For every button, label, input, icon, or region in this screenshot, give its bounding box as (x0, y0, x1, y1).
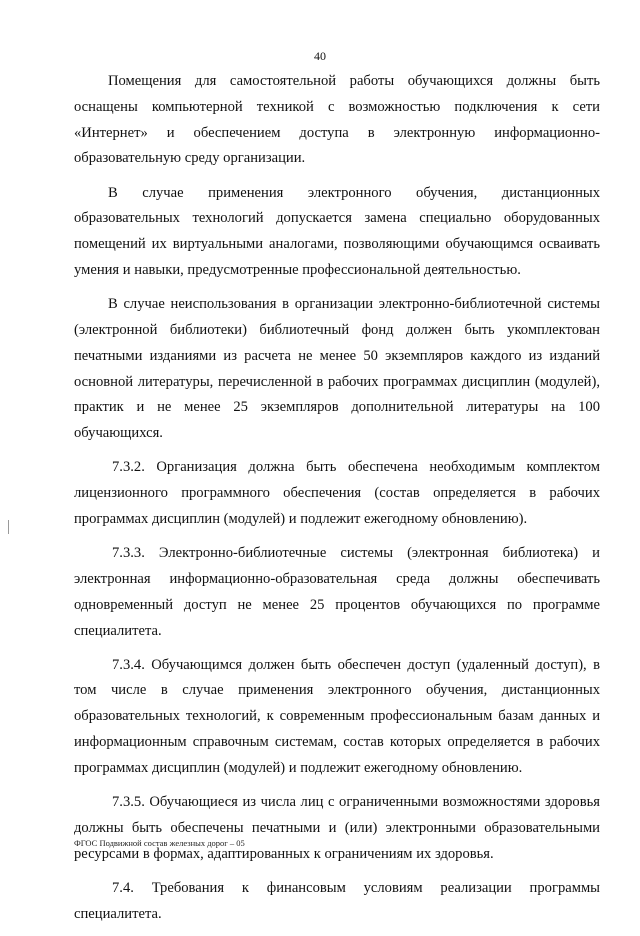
paragraph-7-3-2: 7.3.2. Организация должна быть обеспечена необходимым комплектом лицензионного программного обеспечения (состав определяется в рабочих программах дисциплин (модулей) и подлежит ежегодному обновлению). (74, 459, 600, 527)
page-footer: ФГОС Подвижной состав железных дорог – 05 (74, 838, 245, 848)
document-body (74, 69, 600, 936)
page-number: 40 (314, 49, 326, 63)
paragraph-library-fund: В случае неиспользования в организации электронно-библиотечной системы (электронной библиотеки) библиотечный фонд должен быть укомплектован печатными изданиями из расчета не менее 50 экземпляров каждого из изданий основной литературы, перечисленной в рабочих программах дисциплин (модулей), практик и не менее 25 экземпляров дополнительной литературы на 100 обучающихся. (74, 296, 600, 442)
paragraph-premises-equipment: Помещения для самостоятельной работы обучающихся должны быть оснащены компьютерной техникой с возможностью подключения к сети «Интернет» и обеспечением доступа в электронную информационно-образовательную среду организации. (74, 73, 600, 167)
paragraph-7-4: 7.4. Требования к финансовым условиям реализации программы специалитета. (74, 879, 600, 922)
scan-margin-mark (8, 520, 9, 534)
paragraph-7-3-3: 7.3.3. Электронно-библиотечные системы (электронная библиотека) и электронная информационно-образовательная среда должны обеспечивать одновременный доступ не менее 25 процентов обучающихся по программе специалитета. (74, 545, 600, 639)
paragraph-7-3-5: 7.3.5. Обучающиеся из числа лиц с ограниченными возможностями здоровья должны быть обеспечены печатными и (или) электронными образовательными ресурсами в формах, адаптированных к ограничениям их здоровья. (74, 794, 600, 862)
paragraph-virtual-analogs: В случае применения электронного обучения, дистанционных образовательных технологий допускается замена специально оборудованных помещений их виртуальными аналогами, позволяющими обучающимся осваивать умения и навыки, предусмотренные профессиональной деятельностью. (74, 184, 600, 278)
paragraph-7-3-4: 7.3.4. Обучающимся должен быть обеспечен доступ (удаленный доступ), в том числе в случае применения электронного обучения, дистанционных образовательных технологий, к современным профессиональным базам данных и информационным справочным системам, состав которых определяется в рабочих программах дисциплин (модулей) и подлежит ежегодному обновлению. (74, 656, 600, 776)
